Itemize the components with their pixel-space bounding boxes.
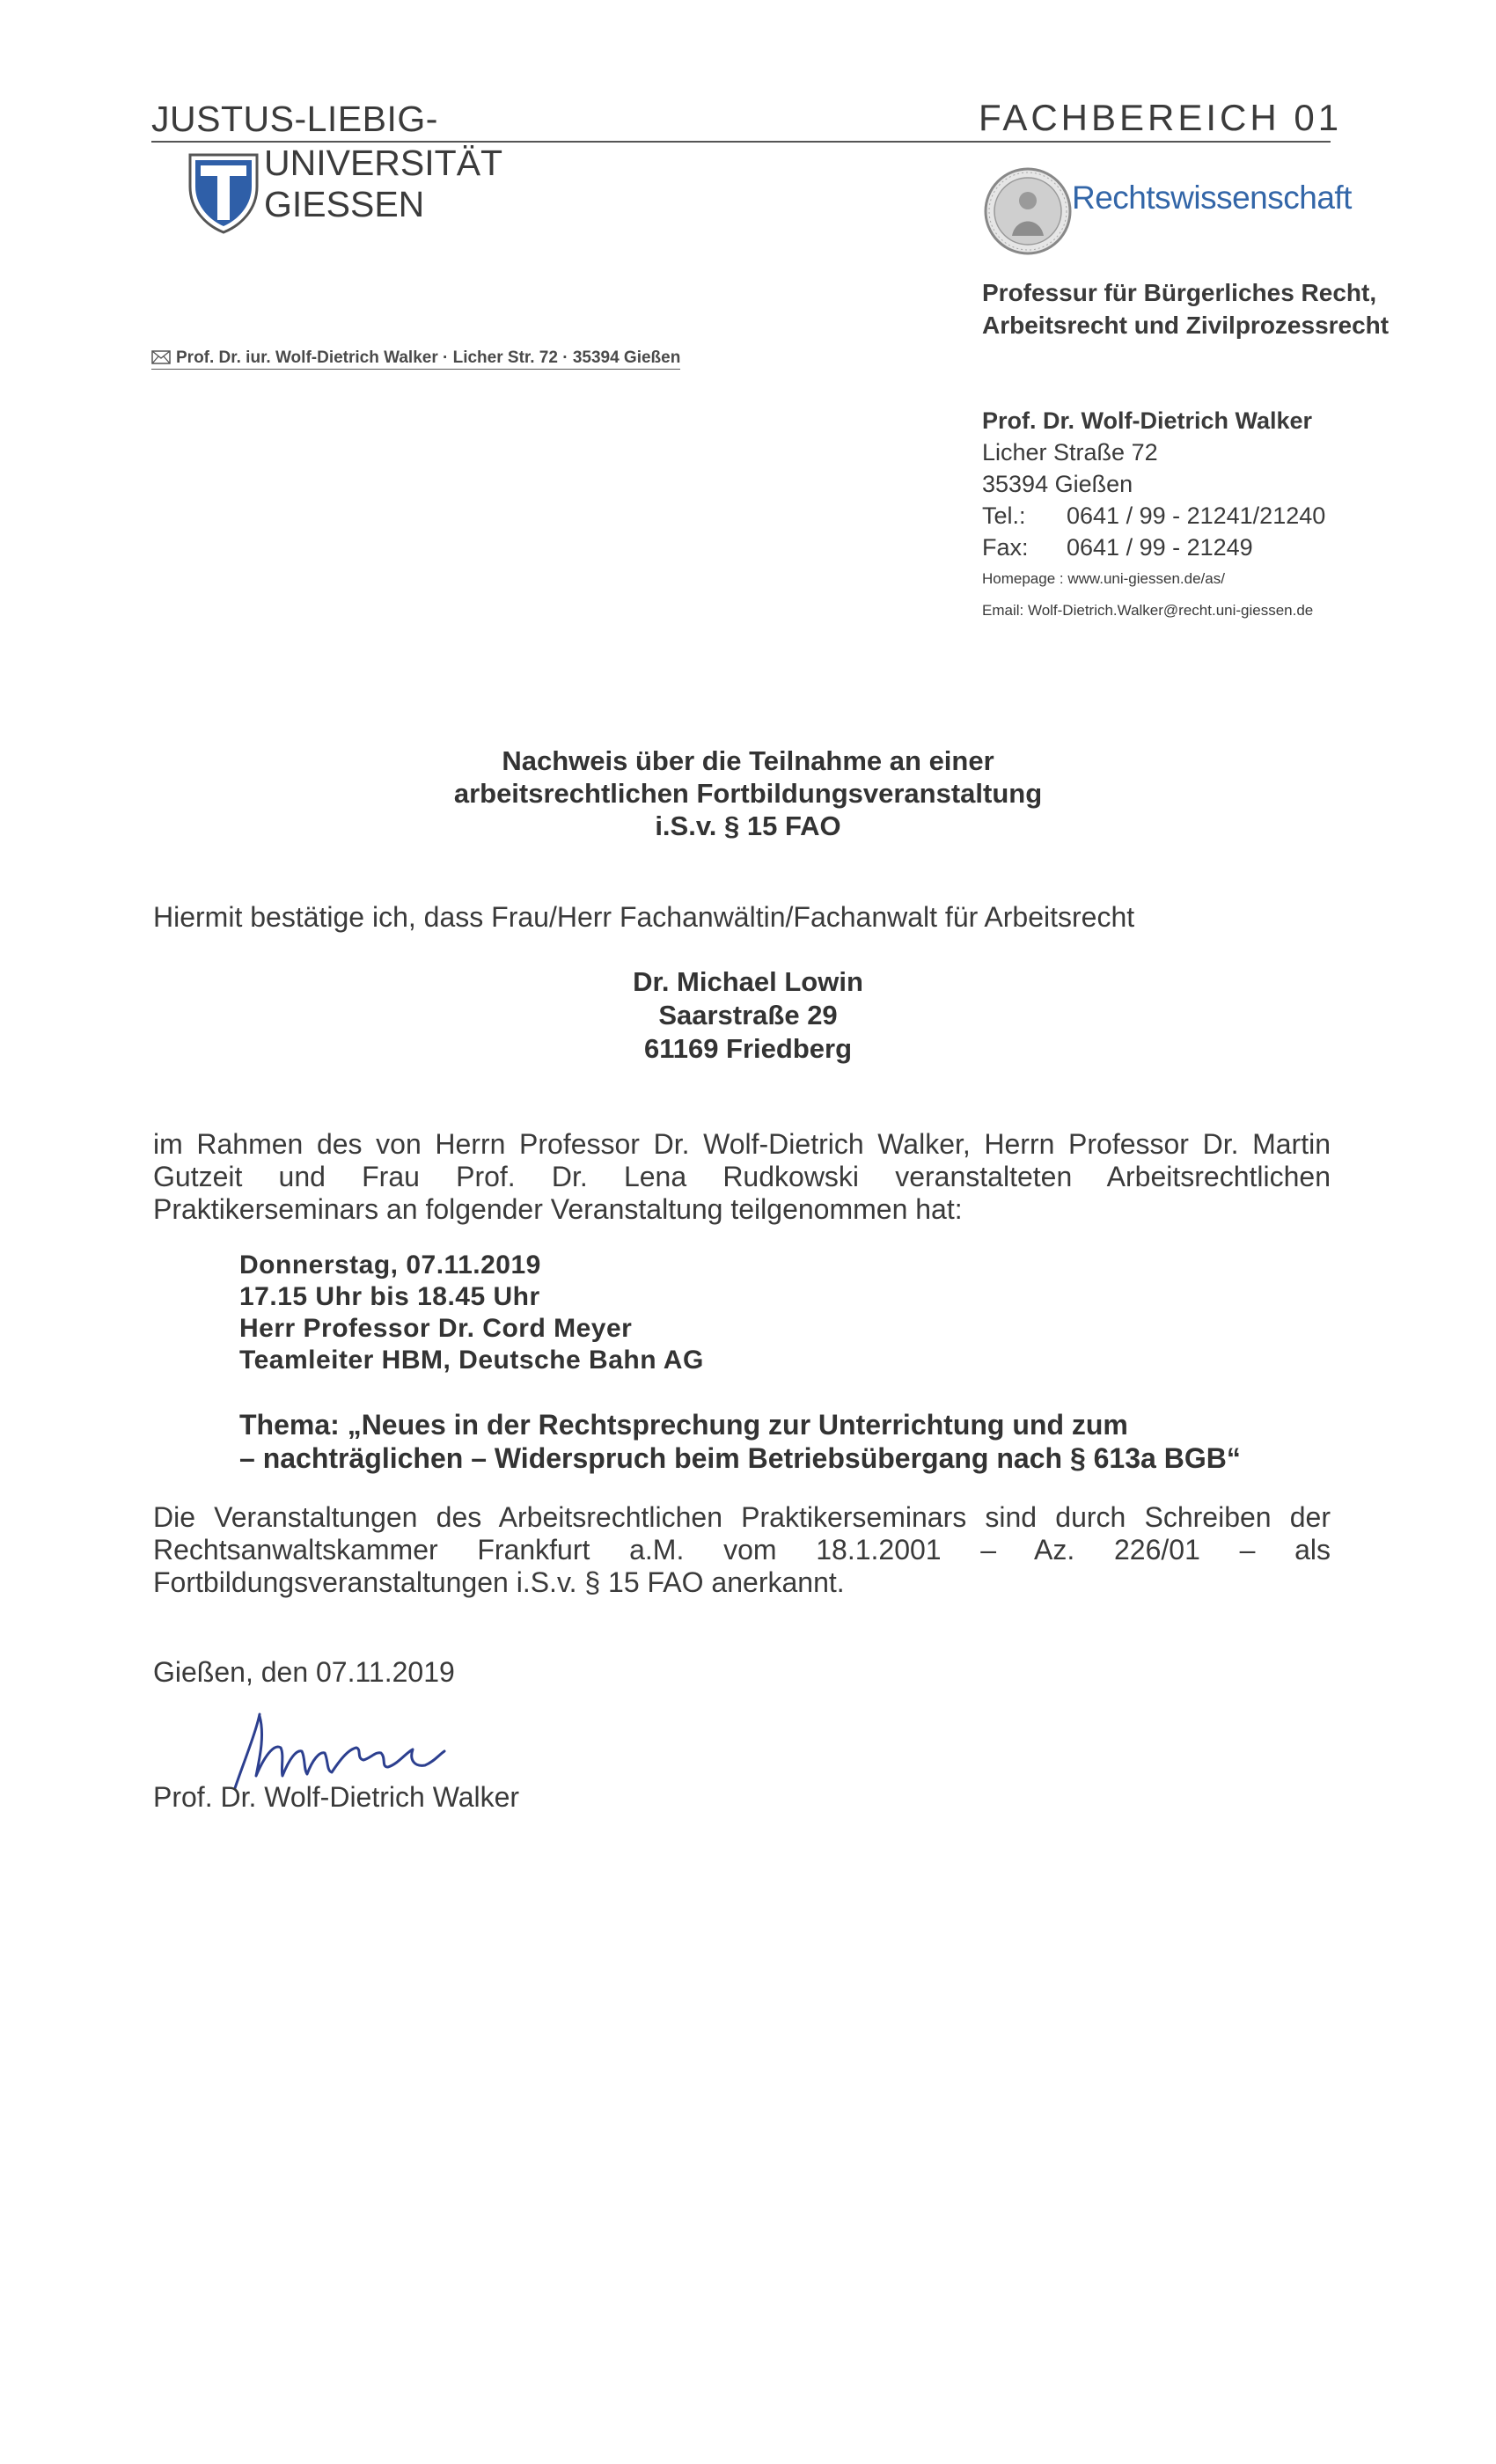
- contact-email: Email: Wolf-Dietrich.Walker@recht.uni-giessen.de: [982, 602, 1314, 619]
- event-date: Donnerstag, 07.11.2019: [239, 1250, 541, 1280]
- contact-tel: [982, 500, 1325, 532]
- recipient-name: Dr. Michael Lowin: [633, 966, 863, 997]
- contact-fax-value: 0641 / 99 - 21249: [1067, 534, 1253, 561]
- event-topic: [239, 1408, 1241, 1475]
- heading-line2: arbeitsrechtlichen Fortbildungsveranstaltung: [453, 778, 1043, 809]
- university-shield-logo: [187, 151, 260, 236]
- heading-line3: i.S.v. § 15 FAO: [655, 810, 841, 841]
- signer-name: Prof. Dr. Wolf-Dietrich Walker: [153, 1781, 520, 1813]
- recipient-street: Saarstraße 29: [658, 1000, 838, 1030]
- event-details: [239, 1250, 704, 1376]
- return-address: [151, 348, 680, 370]
- accreditation-paragraph: Die Veranstaltungen des Arbeitsrechtlichen Praktikerseminars sind durch Schreiben der Rechtsanwaltskammer Frankfurt a.M. vom 18.1.2001 – Az. 226/01 – als Fortbildungsveranstaltungen i.S.v. § 15 FAO anerkannt.: [153, 1501, 1331, 1598]
- recipient-city: 61169 Friedberg: [643, 1033, 853, 1064]
- topic-line1: Thema: „Neues in der Rechtsprechung zur Unterrichtung und zum: [239, 1409, 1128, 1441]
- university-name-line1: JUSTUS-LIEBIG-: [151, 99, 438, 139]
- faculty-seal-logo: [982, 165, 1074, 257]
- department-name: Rechtswissenschaft: [1072, 180, 1352, 216]
- event-speaker: Herr Professor Dr. Cord Meyer: [239, 1314, 633, 1343]
- seminar-paragraph: im Rahmen des von Herrn Professor Dr. Wolf-Dietrich Walker, Herrn Professor Dr. Martin Gutzeit und Frau Prof. Dr. Lena Rudkowski veranstalteten Arbeitsrechtlichen Praktikerseminars an folgender Veranstaltung teilgenommen hat:: [153, 1128, 1331, 1225]
- faculty-title: FACHBEREICH 01: [979, 97, 1343, 138]
- certificate-heading: [0, 744, 1496, 842]
- chair-title-line2: Arbeitsrecht und Zivilprozessrecht: [982, 312, 1390, 339]
- event-time: 17.15 Uhr bis 18.45 Uhr: [239, 1282, 540, 1311]
- handwritten-signature: [224, 1697, 488, 1793]
- university-name-line2: UNIVERSITÄT: [264, 143, 503, 183]
- chair-title-line1: Professur für Bürgerliches Recht,: [982, 279, 1377, 306]
- place-date: Gießen, den 07.11.2019: [153, 1656, 455, 1688]
- university-name-line3: GIESSEN: [264, 184, 425, 224]
- return-address-text: Prof. Dr. iur. Wolf-Dietrich Walker · Licher Str. 72 · 35394 Gießen: [176, 348, 681, 367]
- chair-title: [982, 276, 1389, 341]
- envelope-icon: [151, 350, 171, 364]
- heading-line1: Nachweis über die Teilnahme an einer: [502, 745, 994, 776]
- contact-name: Prof. Dr. Wolf-Dietrich Walker: [982, 407, 1313, 434]
- contact-tel-label: Tel.:: [982, 502, 1026, 529]
- contact-street: Licher Straße 72: [982, 439, 1158, 466]
- event-speaker-role: Teamleiter HBM, Deutsche Bahn AG: [239, 1346, 704, 1375]
- contact-homepage: Homepage : www.uni-giessen.de/as/: [982, 570, 1225, 587]
- contact-fax: [982, 532, 1325, 563]
- university-name-block: [264, 143, 502, 225]
- contact-city: 35394 Gießen: [982, 471, 1133, 497]
- contact-block: [982, 405, 1325, 627]
- contact-fax-label: Fax:: [982, 534, 1029, 561]
- recipient-block: [0, 965, 1496, 1066]
- topic-line2: – nachträglichen – Widerspruch beim Betriebsübergang nach § 613a BGB“: [239, 1442, 1241, 1474]
- contact-tel-value: 0641 / 99 - 21241/21240: [1067, 502, 1326, 529]
- intro-text: Hiermit bestätige ich, dass Frau/Herr Fachanwältin/Fachanwalt für Arbeitsrecht: [153, 901, 1135, 933]
